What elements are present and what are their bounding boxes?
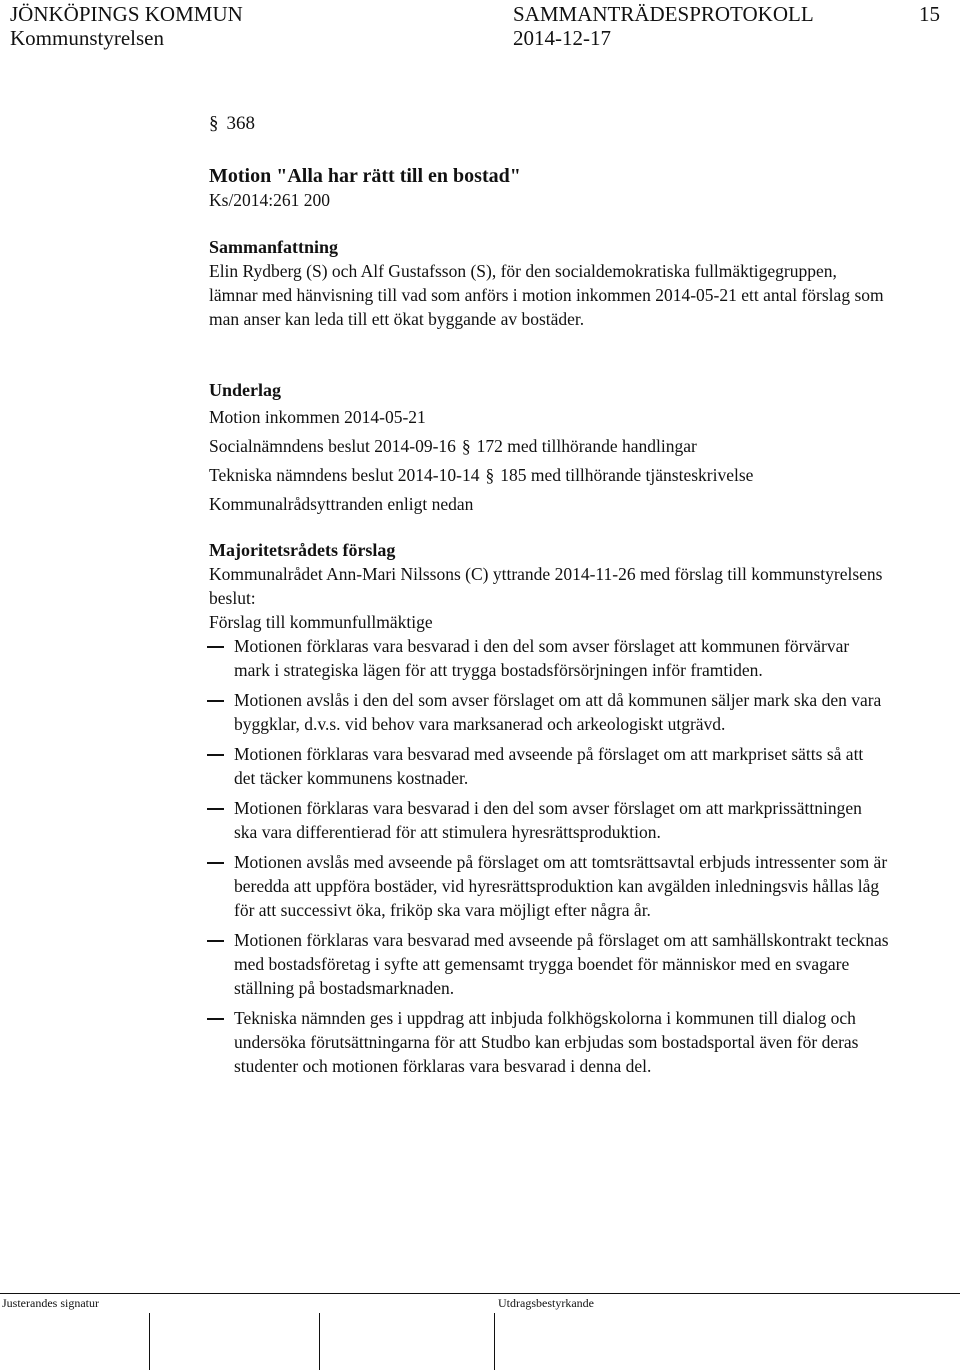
basis-item-text: Motion inkommen 2014-05-21 (209, 407, 426, 427)
proposal-item: Motionen förklaras vara besvarad i den del som avser förslaget om att markprissättningen ska vara differentierad för att stimulera hyresrättsproduktion. (209, 796, 889, 844)
summary-heading: Sammanfattning (209, 237, 339, 257)
basis-section (209, 378, 889, 521)
basis-heading: Underlag (209, 380, 281, 400)
proposal-item: Motionen förklaras vara besvarad i den del som avser förslaget att kommunen förvärvar mark i strategiska lägen för att trygga bostadsförsörjningen inför framtiden. (209, 634, 889, 682)
basis-item (209, 492, 889, 516)
case-reference: Ks/2014:261 200 (209, 190, 331, 210)
paragraph-number-value: 368 (226, 113, 255, 134)
basis-item (209, 405, 889, 429)
signature-box-divider (149, 1313, 150, 1370)
adjuster-signature-label: Justerandes signatur (2, 1296, 99, 1310)
signature-box-divider (494, 1313, 495, 1370)
basis-item (209, 434, 889, 458)
paragraph-number (209, 112, 255, 136)
page-title: Motion "Alla har rätt till en bostad" (209, 165, 521, 187)
proposal-item: Motionen förklaras vara besvarad med avseende på förslaget om att markpriset sätts så att det täcker kommunens kostnader. (209, 742, 889, 790)
extract-certification-label: Utdragsbestyrkande (498, 1296, 594, 1310)
header-middle (513, 2, 814, 50)
basis-item-text: Tekniska nämndens beslut 2014-10-14 (209, 465, 480, 485)
summary-text: Elin Rydberg (S) och Alf Gustafsson (S), för den socialdemokratiska fullmäktigegruppen, lämnar med hänvisning till vad som anförs i motion inkommen 2014-05-21 ett antal förslag som man anser kan leda till ett ökat byggande av bostäder. (209, 261, 884, 329)
committee-name: Kommunstyrelsen (10, 26, 164, 50)
document-type: SAMMANTRÄDESPROTOKOLL (513, 2, 814, 26)
municipality-name: JÖNKÖPINGS KOMMUN (10, 2, 243, 26)
proposal-section (209, 538, 889, 1084)
header-left (10, 2, 243, 50)
proposal-intro: Kommunalrådet Ann-Mari Nilssons (C) yttrande 2014-11-26 med förslag till kommunstyrelsens beslut: (209, 564, 883, 608)
title-block (209, 164, 889, 212)
page-number: 15 (919, 2, 940, 26)
proposal-item: Motionen förklaras vara besvarad med avseende på förslaget om att samhällskontrakt tecknas med bostadsföretag i syfte att gemensamt trygga boendet för människor med en svagare ställning på bostadsmarknaden. (209, 928, 889, 1000)
basis-item (209, 463, 889, 487)
basis-item-text-end: 185 med tillhörande tjänsteskrivelse (500, 465, 754, 485)
proposal-item: Motionen avslås i den del som avser förslaget om att då kommunen säljer mark ska den vara byggklar, d.v.s. vid behov vara marksanerad och arkeologiskt utgrävd. (209, 688, 889, 736)
section-symbol: § (461, 436, 471, 456)
section-symbol: § (209, 113, 219, 134)
proposal-list (209, 634, 889, 1078)
basis-item-text: Socialnämndens beslut 2014-09-16 (209, 436, 456, 456)
proposal-subheading: Förslag till kommunfullmäktige (209, 612, 433, 632)
proposal-item: Motionen avslås med avseende på förslaget om att tomtsrättsavtal erbjuds intressenter som är beredda att uppföra bostäder, vid hyresrättsproduktion kan avgälden inledningsvis hållas låg för att successivt öka, friköp ska vara möjligt efter några år. (209, 850, 889, 922)
section-symbol: § (485, 465, 495, 485)
basis-item-text: Kommunalrådsyttranden enligt nedan (209, 494, 474, 514)
signature-box-divider (319, 1313, 320, 1370)
footer-rule (0, 1293, 960, 1294)
proposal-heading: Majoritetsrådets förslag (209, 540, 396, 560)
summary-section (209, 235, 889, 331)
basis-item-text-end: 172 med tillhörande handlingar (476, 436, 697, 456)
proposal-item: Tekniska nämnden ges i uppdrag att inbjuda folkhögskolorna i kommunen till dialog och undersöka förutsättningarna för att Studbo kan erbjudas som bostadsportal även för deras studenter och motionen förklaras vara besvarad i denna del. (209, 1006, 889, 1078)
meeting-date: 2014-12-17 (513, 26, 611, 50)
